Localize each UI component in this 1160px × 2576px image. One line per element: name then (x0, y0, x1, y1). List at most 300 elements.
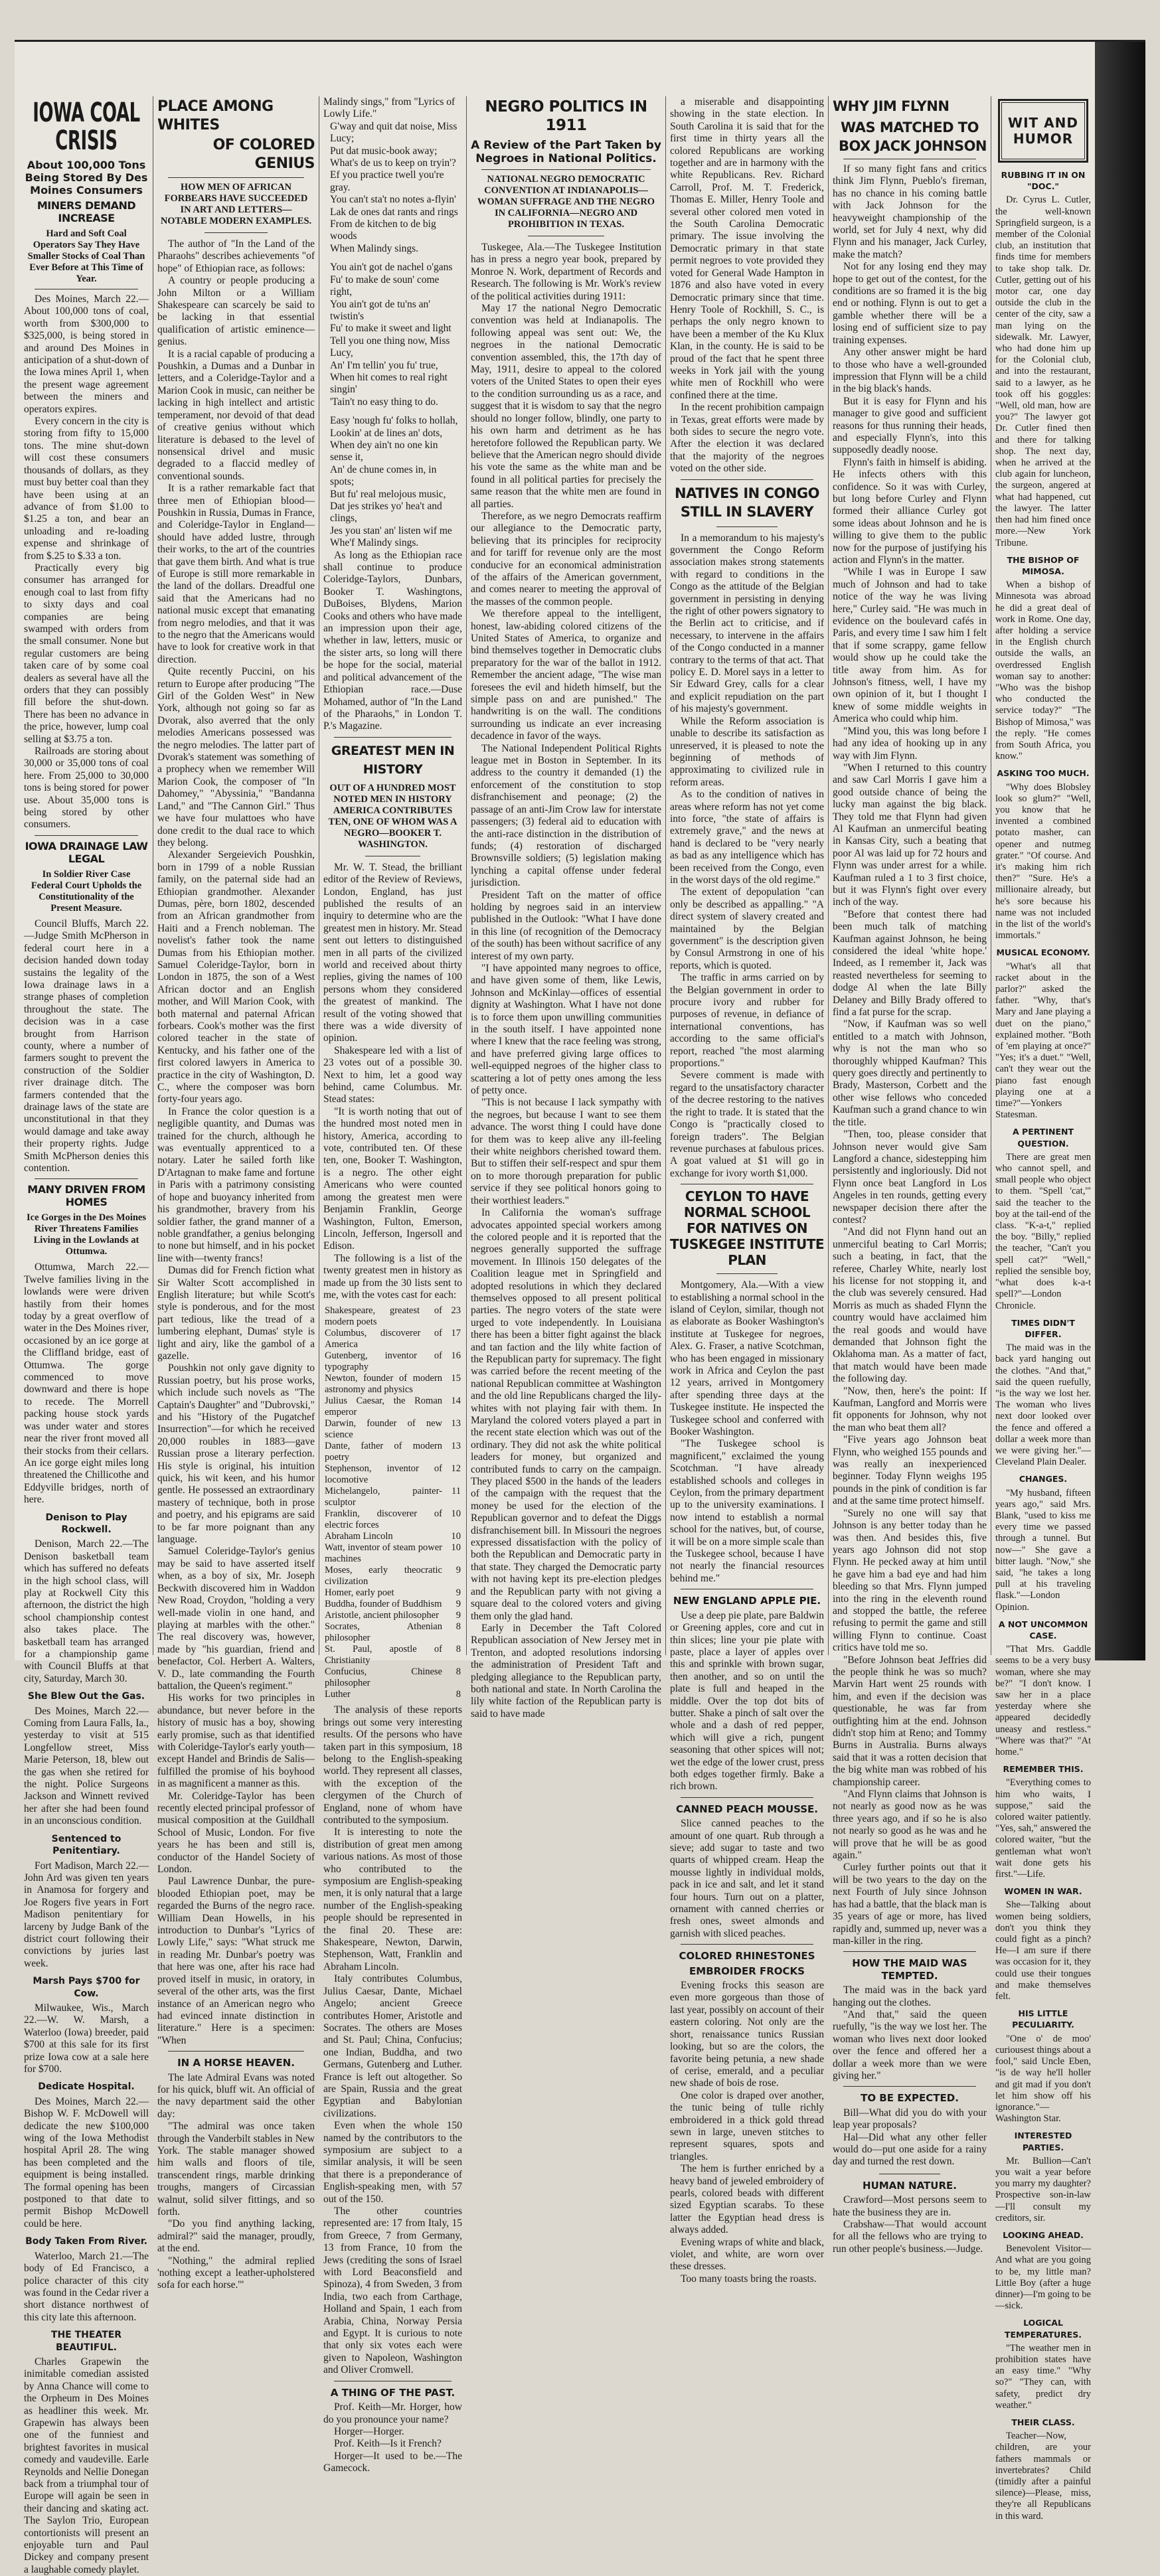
poem-line: 'Tain't no easy thing to do. (330, 396, 438, 408)
maid-paragraph: "And that," said the queen ruefully, "is the way we lost her. The woman who lives next door looked over the fence and offered her a dollar a week more than we were giving her." (833, 2008, 987, 2081)
column-5 (665, 96, 828, 2285)
poem-line: When Malindy sings. (330, 242, 419, 254)
divider (716, 526, 778, 527)
politics-paragraph: Tuskegee, Ala.—The Tuskegee Institution has in press a negro year book, prepared by Monroe N. Work, department of Records and Research. The following is Mr. Work's review of the political activities during 1911: (471, 242, 661, 302)
list-row (323, 1531, 462, 1542)
divider (168, 177, 304, 178)
iowa-headline: IOWA COAL CRISIS (33, 98, 140, 156)
poem-line: You ain't got de nachel o'gans (330, 262, 453, 274)
flynn-paragraph: If so many fight fans and critics think Jim Flynn, Pueblo's fireman, has no chance in his coming battle with Jack Johnson for the heavyweight championship of the world, set for July 4 next, why did Flynn and his manager, Jack Curley, make the match? (833, 163, 987, 260)
poem-line: Lookin' at de lines an' dots, (330, 427, 443, 439)
rhinestones-headline: COLORED RHINESTONES (679, 1950, 815, 1963)
wit-item-text: "Everything comes to him who waits, I suppose," said the colored waiter patiently. "Yes, sah," answered the colored waiter, "but the gentleman what won't wait done gets his first."—Life. (995, 1777, 1091, 1880)
divider (205, 232, 268, 233)
poem-line: Fu' to make it sweet and light (330, 323, 452, 335)
list-votes: 12 (451, 1463, 461, 1475)
politics-subdeck: NATIONAL NEGRO DEMOCRATIC CONVENTION AT INDIANAPOLIS—WOMAN SUFFRAGE AND THE NEGRO IN CALIFORNIA—NEGRO AND PROHIBITION IN TEXAS. (477, 174, 655, 230)
list-votes: 11 (452, 1486, 461, 1497)
poem-line: Malindy sings," from "Lyrics of Lowly Life." (323, 96, 456, 120)
poem-line: Tell you one thing now, Miss Lucy, (330, 335, 450, 359)
poem-line: An' I'm tellin' you fu' true, (330, 359, 438, 371)
wit-item-title: LOOKING AHEAD. (1003, 2229, 1084, 2240)
human-joke (833, 2194, 987, 2255)
list-name: Luther (325, 1689, 351, 1700)
greatest-analysis-paragraph: It is interesting to note the distribution of great men among various nations. As most of those who contributed to the symposium are English-speaking men, it is only natural that a large number of the English-speaking people should be represented in the final 20. These are: Shakespeare, Newton, Darwin, Stephenson, Watt, Franklin and Abraham Lincoln. (323, 1826, 462, 1972)
poem-line: Ef you practice twell you're gray. (330, 169, 444, 193)
flynn-headline-2: WAS MATCHED TO (840, 120, 979, 135)
list-name: Socrates, Athenian philosopher (325, 1621, 442, 1644)
congo-headline: NATIVES IN CONGO STILL IN SLAVERY (675, 485, 819, 520)
genius-article-body (157, 238, 315, 2047)
wit-item-title: A NOT UNCOMMON CASE. (998, 1619, 1088, 1641)
ceylon-article-body (670, 1279, 824, 1585)
congo-paragraph: While the Reform association is unable to describe its satisfaction as unreserved, it is pleased to note the beginning of methods of approximating to civilized rule in reform areas. (670, 715, 824, 788)
list-row (323, 1396, 462, 1418)
list-votes: 9 (456, 1587, 461, 1599)
greatest-headline: GREATEST MEN IN HISTORY (331, 743, 455, 777)
wit-item-text: "What's all that racket about in the parlor?" asked the father. "Why, that's Mary and Jane playing a duet on the piano," explained mother. "Both of 'em playing at once?" "Yes; it's a duet." "Well, can't they wear out the piano fast enough playing one at a time?"—Yonkers Statesman. (995, 961, 1091, 1121)
flynn-paragraph: "Now, if Kaufman was so well entitled to a match with Johnson, why is not the man who so thoroughly whipped Kaufman? This query goes directly and pertinently to Brady, Masterson, Corbett and the other wise fellows who conceded Kaufman such a grand chance to win the title. (833, 1018, 987, 1128)
flynn-paragraph: "Before Johnson beat Jeffries did the people think he was so much? Marvin Hart went 25 rounds with him, and even if the decision was questionable, he was far from outfighting him at the end. Johnson didn't stop him at Reno; and Tommy Burns in Australia. Burns always said that it was a rotten decision that the big white man was robbed of his championship career. (833, 1654, 987, 1788)
poem-line (323, 255, 462, 262)
genius-article-conclusion (323, 550, 462, 733)
iowa-article-body (24, 293, 149, 831)
list-votes: 14 (451, 1396, 461, 1407)
greatest-analysis-paragraph: The analysis of these reports brings out some very interesting results. Of the persons who have taken part in this symposium, 18 belong to the English-speaking world. They represent all classes, with the exception of the clergymen of the Church of England, none of whom have contributed to the symposium. (323, 1704, 462, 1826)
greatest-paragraph: The following is a list of the twenty greatest men in history as made up from the 30 lists sent to me, with the votes cast for each: (323, 1252, 462, 1301)
drainage-headline: IOWA DRAINAGE LAW LEGAL (25, 839, 148, 865)
genius-paragraph: Paul Lawrence Dunbar, the pure-blooded Ethiopian poet, may be regarded the Burns of the negro race. William Dean Howells, in his introduction to Dunbar's "Lyrics of Lowly Life," says: "What struck me in reading Mr. Dunbar's poetry was that here was one, after his race had proved itself in music, in oratory, in several of the other arts, was the first instance of an American negro who had evinced innate distinction in literature." Here is a specimen: "When (157, 1876, 315, 2046)
poem-line: From de kitchen to de big woods (330, 218, 436, 242)
flynn-paragraph: "Mind you, this was long before I had any idea of hooking up in any way with Jim Flynn. (833, 725, 987, 762)
greatest-subdeck: OUT OF A HUNDRED MOST NOTED MEN IN HISTORY AMERICA CONTRIBUTES TEN, ONE OF WHOM WAS A NEGRO—BOOKER T. WASHINGTON. (328, 782, 457, 850)
poem-line: Jes you stan' an' listen wif me (330, 524, 452, 536)
past-joke (323, 2401, 462, 2474)
list-name: Buddha, founder of Buddhism (325, 1599, 442, 1610)
poem-line: When hit comes to real right singin' (330, 371, 448, 396)
greatest-men-list (323, 1305, 462, 1700)
flynn-paragraph: "While I was in Europe I saw much of Johnson and had to take notice of the way he was living here," Curley said. "He was much in evidence on the boulevard cafés in Paris, and every time I saw him I felt that if some scrappy, game fellow would show up he could take the title away from him. As for Johnson's fitness, well, I have my own opinion of it, but I thought I knew of some middle weights in America who could whip him. (833, 566, 987, 725)
ceylon-paragraph: Montgomery, Ala.—With a view to establishing a normal school in the island of Ceylon, similar, though not as elaborate as Booker Washington's institute at Tuskegee for negroes, Alex. G. Fraser, a native Scotchman, who has been engaged in missionary work in Africa and Ceylon the past 12 years, arrived in Montgomery after spending three days at the Tuskegee institute. He inspected the Tuskegee school and conferred with Booker Washington. (670, 1279, 824, 1437)
list-votes: 10 (451, 1542, 461, 1554)
news-brief (24, 2081, 149, 2230)
list-row (323, 1644, 462, 1666)
wit-item-text: Dr. Cyrus L. Cutler, the well-known Springfield surgeon, is a member of the Colonial club, an institution that finds time for members to take shop talk. Dr. Cutler, getting out of his motor car, one day outside the club in the center of the city, saw a man lying on the sidewalk. Mr. Lawyer, who had done him up for the Colonial club, and into the restaurant, said to a lawyer, as he took off his goggles: "Well, old man, how are you?" The lawyer got Dr. Cutler fined then and there for talking shop. The next day, when he arrived at the club again for luncheon, the surgeon, angered at what had happened, cut the lawyer. The latter then had him fined once more.—New York Tribune. (995, 195, 1091, 548)
maid-paragraph: The maid was in the back yard hanging out the clothes. (833, 1984, 987, 2008)
list-row (323, 1587, 462, 1599)
wit-item-title: INTERESTED PARTIES. (1014, 2131, 1072, 2152)
list-row (323, 1599, 462, 1610)
genius-paragraph: His works for two principles in abundance, but never before in the history of music has a boy, showing early promise, such as that identified with Coleridge-Taylor's early youth—except Handel and Brindis de Salis—fulfilled the promise of his boyhood in as magnificent a manner as this. (157, 1692, 315, 1790)
congo-paragraph: Severe comment is made with regard to the unsatisfactory character of the decree restoring to the natives the right to trade. It is stated that the Congo is "practically closed to foreign traders". The Belgian revenue purchases at fabulous prices. A goat valued at $1 will go in exchange for ivory worth $1,000. (670, 1070, 824, 1179)
rhinestones-paragraph: Evening frocks this season are even more gorgeous than those of last year, possibly on account of their eastern coloring. Not only are the short, renaissance tunics Russian looking, but so are the colors, the favorite being petunia, a new shade of cerise, emerald, and a peculiar new shade of bois de rose. (670, 1980, 824, 2089)
genius-paragraph: Poushkin not only gave dignity to Russian poetry, but his prose works, which include such novels as "The Captain's Daughter" and "Dubrovski," and his "History of the Pugatchef Insurrection"—for which he received 20,000 roubles in 1883—gave Russian prose a literary perfection. His style is original, his intuition quick, his wit keen, and his humor gentle. He possessed an extraordinary mastery of technique, both in prose and poetry, and his epigrams are said to be far more poignant than any language. (157, 1362, 315, 1546)
flynn-paragraph: But it is easy for Flynn and his manager to give good and sufficient reasons for thus running their heads, and especially Flynn's, into this supposedly deadly noose. (833, 395, 987, 456)
newspaper-page (15, 40, 1145, 2575)
wit-item-title: WOMEN IN WAR. (1004, 1886, 1082, 1897)
flynn-paragraph: "Before that contest there had been much talk of matching Kaufman against Johnson, he being considered the ideal 'white hope.' Indeed, as I remember it, Jack was reasted nevertheless for seeming to dodge Al when the late Billy Delaney and Billy Brady offered to find a fat purse for the scrap. (833, 908, 987, 1018)
iowa-paragraph: Railroads are storing about 30,000 or 35,000 tons of coal here. From 25,000 to 30,000 tons is being stored for power use. About 35,000 tons is being stored by other consumers. (24, 746, 149, 831)
heaven-headline: IN A HORSE HEAVEN. (177, 2057, 295, 2069)
genius-paragraph: It is a rather remarkable fact that three men of Ethiopian blood—Poushkin in Russia, Dumas in France, and Coleridge-Taylor in England—should have added lustre, through their works, to the art of the countries that gave them birth. And what is true of Europe is still more remarkable in the land of the dollars. Dreadful one said that the Americans had no national music except that emanating from negro melodies, and that it was to the negro that the Americans would have to look for creative work in that direction. (157, 483, 315, 665)
brief-title: THE THEATER BEAUTIFUL. (50, 2330, 122, 2353)
past-line: Horger—Horger. (334, 2425, 404, 2437)
greatest-paragraph: Shakespeare led with a list of 23 votes out of a possible 30. Next to him, let a good way behind, came Columbus. Mr. Stead states: (323, 1044, 462, 1105)
expected-paragraph: Bill—What did you do with your leap year proposals? (833, 2107, 987, 2131)
ceylon-paragraph: "The Tuskegee school is magnificent," exclaimed the young Scotchman. "I have already established schools and colleges in Ceylon, from the primary department up to the university examinations. I now intend to establish a normal school for the natives, but, of course, it will be on a more simple scale than the Tuskegee school, because I have not nearly the financial resources behind me." (670, 1438, 825, 1584)
list-row (323, 1486, 462, 1508)
list-name: Dante, father of modern poetry (325, 1441, 442, 1463)
list-name: Stephenson, inventor of locomotive (325, 1463, 442, 1486)
list-votes: 8 (456, 1621, 461, 1633)
expected-paragraph: Hal—Did what any other feller would do—put one aside for a rainy day and turned the rest down. (833, 2131, 987, 2168)
heaven-article-body (157, 2072, 315, 2292)
politics-left (471, 96, 661, 1720)
list-row (323, 1565, 462, 1587)
past-line: Horger—It used to be.—The Gamecock. (323, 2450, 462, 2474)
wit-and-humor-banner (998, 99, 1088, 163)
poem-line: G'way and quit dat noise, Miss Lucy; (330, 120, 457, 145)
wit-item-title: HIS LITTLE PECULIARITY. (1012, 2008, 1074, 2030)
list-votes: 9 (456, 1610, 461, 1621)
list-row (323, 1542, 462, 1565)
flynn-paragraph: "Now, then, here's the point: If Kaufman, Langford and Morris were fit opponents for Johnson, why not the man who beat them all? (833, 1385, 987, 1433)
list-votes: 13 (451, 1418, 461, 1429)
wit-item-title: CHANGES. (1019, 1474, 1068, 1485)
rhinestones-subhead: EMBROIDER FROCKS (689, 1965, 805, 1977)
driven-headline: MANY DRIVEN FROM HOMES (27, 1183, 145, 1209)
genius-paragraph: It is a racial capable of producing a Poushkin, a Dumas and a Dunbar in letters, and a Coleridge-Taylor and a Marion Cook in music, can neither be lacking in high intellect and artistic temperament, nor devoid of that dead of creative genius without which literature is debased to the level of nonsensical drivel and music degraded to a flaccid medley of conventional sounds. (157, 348, 315, 482)
politics-paragraph: In California the woman's suffrage advocates appointed special workers among the colored people and it is reported that the negroes generally supported the suffrage movement. In Illinois 150 delegates of the Coalition league met in Springfield and adopted resolutions in which they declared themselves opposed to all present political parties. The negro voters of the state were urged to vote independently. In Louisiana there has been a bitter fight against the black and tan faction and the lily white faction of the Republican party for supremacy. The fight was carried before the recent meeting of the national Republican committee at Washington and the old line Republicans charged the lily-whites with not playing fair with them. In Maryland the colored voters played a part in the recent state election which was out of the ordinary. They did not ask the white political leaders for money, but organized and contributed funds to carry on the campaign. They placed $500 in the hands of the leaders of the campaign with the request that the money be used for the election of the Republican governor and to defeat the Diggs disfranchisement bill. In Missouri the negroes expressed dissatisfaction with the policy of both the Republican and Democratic party in that state. They charged the Democratic party with not having kept its pre-election pledges and the Republican party with not giving a square deal to the colored voters and giving them only the glad hand. (471, 1207, 661, 1622)
poem-line: You ain't got de tu'ns an' twistin's (330, 298, 431, 322)
drainage-subdeck: In Soldier River Case Federal Court Upholds the Constitutionality of the Present Measure. (31, 868, 142, 914)
dunbar-poem (323, 96, 462, 550)
iowa-subdeck: Hard and Soft Coal Operators Say They Have Smaller Stocks of Coal Than Ever Before at This Time of Year. (27, 228, 145, 284)
congo-paragraph: The traffic in arms carried on by the Belgian government in order to procure ivory and rubber for purposes of revenue, in defiance of international conventions, has according to the same official's report, reached "the most alarming proportions." (670, 972, 824, 1070)
expected-joke (833, 2107, 987, 2168)
wit-item-text: "That Mrs. Gaddle seems to be a very busy woman, where she may be?" "I don't know. I saw her in a place yesterday where she appeared decidedly uneasy and restless." "Where was that?" "At home." (995, 1644, 1091, 1758)
iowa-paragraph: Every concern in the city is storing from fifty to 15,000 tons. The mine shut-down will cost these consumers thousands of dollars, as they must buy better coal than they have been using at an advance of from $1.00 to $1.25 a ton, and bear an unloading and re-loading expense and shrinkage of from $.25 to $.33 a ton. (24, 416, 149, 562)
list-votes: 16 (451, 1350, 461, 1362)
list-votes: 8 (456, 1689, 461, 1700)
list-name: Shakespeare, greatest of modern poets (325, 1305, 442, 1328)
politics-paragraph: May 17 the national Negro Democratic convention was held at Indianapolis. The following appeal was sent out: We, the negroes in the national Democratic convention assembled, this, the 17th day of May, 1911, desire to appeal to the colored voters of the United States to open their eyes to the condition surrounding us as a race, and suggest that it is wisdom to say that the negro should no longer follow, blindly, one party to his own harm and detriment as he has heretofore followed the Republican party. We believe that the American negro should divide his vote the same as the white man and be found in all political parties for precisely the same reason that the white men are found in all parties. (471, 303, 661, 510)
genius-headline-1: PLACE AMONG WHITES (157, 98, 274, 133)
past-headline: A THING OF THE PAST. (330, 2386, 456, 2399)
flynn-headline-1: WHY JIM FLYNN (833, 98, 950, 114)
apple-recipe (670, 1610, 824, 1793)
list-name: Watt, inventor of steam power machines (325, 1542, 442, 1565)
poem-line: Easy 'nough fu' folks to hollah, (330, 415, 458, 427)
politics-paragraph: In the recent prohibition campaign in Texas, great efforts were made by both sides to secure the negro vote. After the election it was declared that the majority of the negroes voted on the other side. (670, 402, 824, 475)
heaven-paragraph: The late Admiral Evans was noted for his quick, bluff wit. An official of the navy department said the other day: (157, 2071, 315, 2120)
wit-item-title: THE BISHOP OF MIMOSA. (1007, 554, 1080, 576)
list-votes: 23 (451, 1305, 461, 1317)
column-2 (153, 96, 319, 2291)
genius-paragraph: Samuel Coleridge-Taylor's genius may be said to have asserted itself when, as a boy of six, Mr. Joseph Beckwith discovered him in Waddon New Road, Croydon, "holding a very well-made violin in one hand, and playing at marbles with the other." The real discovery was, however, made by "his guardian, friend and benefactor, Col. Herbert A. Walters, V. D., late commanding the Fourth battalion, the Queen's regiment." (157, 1546, 315, 1692)
brief-text: Fort Madison, March 22.—John Ard was given ten years in Anamosa for forgery and Joe Rogers five years in Fort Madison penitentiary for larceny by Judge Bank of the district court following their convictions by juries last week. (24, 1860, 149, 1969)
politics-paragraph: "This is not because I lack sympathy with the negroes, but because I want to see them advance. The worst thing I could have done for them was to keep alive any ill-feeling their white neighbors cherished toward them. But to stiffen their self-respect and spur them on to more thorough preparation for public service if they see political honors going to their worthiest leaders." (471, 1097, 661, 1206)
divider (681, 1797, 813, 1798)
politics-paragraph: a miserable and disappointing showing in the state election. In South Carolina it is said that for the first time in thirty years all the colored Republicans are working together and are in harmony with the white Republicans. Rev. Richard Carroll, Prof. M. T. Frederick, Thomas E. Miller, Henry Toole and several other colored men voted in the South Carolina Democratic primary. The issue involving the Democratic primary in that state permit negroes to vote provided they voted for General Wade Hampton in 1876 and also have voted in every Democratic primary since that time. Henry Toole of Rockhill, S. C., is perhaps the only negro known to have been a member of the Ku Klux Klan, in the county. He is said to be proud of the fact that he spent three weeks in York jail with the young white men of Rockhill who were confined there at the time. (670, 96, 824, 401)
wit-item-title: LOGICAL TEMPERATURES. (1004, 2318, 1082, 2340)
apple-paragraph: Use a deep pie plate, pare Baldwin or Greening apples, core and cut in thin slices; line your pie plate with paste, place a layer of apples over this and sprinkle with brown sugar, then another, and so on until the plate is full and heaped in the middle. Over the top dot bits of butter. Shake a pinch of salt over the whole and a dash of red pepper, which will give a rich, pungent seasoning that other spices will not; wet the edge of the lower crust, press both edges together firmly. Bake a rich brown. (670, 1609, 824, 1793)
wit-item-text: "The weather men in prohibition states have an easy time." "Why so?" "They can, with safety, predict dry weather." (995, 2342, 1091, 2411)
flynn-paragraph: "Surely no one will say that Johnson is any better today than he was then. And besides this, five years ago Johnson did not stop Flynn. He pecked away at him until he gave him a bad eye and had him bleeding so that Mrs. Flynn jumped into the ring in the eleventh round and stopped the battle, the referee refusing to permit the game and still willing Flynn to continue. Coast critics have told me so. (833, 1507, 987, 1654)
list-name: Columbus, discoverer of America (325, 1328, 442, 1350)
greatest-article-analysis (323, 1704, 462, 2376)
expected-headline: TO BE EXPECTED. (861, 2092, 959, 2105)
wit-item-title: ASKING TOO MUCH. (997, 768, 1090, 779)
congo-paragraph: The extent of depopulation "can only be described as appalling." "A direct system of slavery created and maintained by the Belgian government" is the description given by Consul Armstrong in one of his reports, which is quoted. (670, 886, 824, 971)
list-votes: 8 (456, 1666, 461, 1678)
list-votes: 15 (451, 1373, 461, 1384)
list-name: Michelangelo, painter-sculptor (325, 1486, 442, 1508)
wit-item-text: Teacher—Now, children, are your fathers mammals or invertebrates? Child (timidly after a painful silence)—Please, miss, they're all Republicans in this ward. (995, 2431, 1091, 2522)
list-votes: 17 (451, 1328, 461, 1339)
politics-headline: NEGRO POLITICS IN 1911 (485, 98, 647, 134)
mousse-headline: CANNED PEACH MOUSSE. (675, 1803, 818, 1815)
brief-title: Body Taken From River. (25, 2236, 147, 2247)
greatest-paragraph: Mr. W. T. Stead, the brilliant editor of the Review of Reviews, London, England, has just published the results of an inquiry to determine who are the greatest men in history. Mr. Stead sent out letters to distinguished men in all parts of the civilized world and received about thirty replies, giving the names of 100 persons whom they considered the greatest of mankind. The result of the voting showed that there was a wide diversity of opinion. (323, 861, 462, 1044)
brief-title: Denison to Play Rockwell. (45, 1512, 127, 1535)
poem-line (323, 408, 462, 415)
iowa-paragraph: Practically every big consumer has arranged for enough coal to last from fifty to sixty days and coal companies are being swamped with orders from the small consumer. None but regular customers are being taken care of by some coal dealers as several have all the orders that they can possibly fill before the shut-down. There has been no advance in the price, however, lump coal selling at $3.75 a ton. (24, 562, 149, 745)
wit-item-text: Benevolent Visitor—And what are you going to be, my little man? Little Boy (after a huge dinner)—I'm going to be—sick. (995, 2243, 1091, 2312)
poem-line: Lak de ones dat rants and rings (330, 206, 458, 218)
maid-headline: HOW THE MAID WAS TEMPTED. (852, 1957, 967, 1982)
driven-article-body (24, 1261, 149, 1506)
wit-item-title: A PERTINENT QUESTION. (1013, 1127, 1074, 1149)
wit-item-title: REMEMBER THIS. (1003, 1764, 1084, 1775)
brief-title: Dedicate Hospital. (38, 2081, 135, 2093)
poem-line: When dey ain't no one kin sense it, (330, 439, 438, 463)
news-brief (24, 1512, 149, 1686)
poem-line: You can't sta't no notes a-flyin' (330, 194, 456, 206)
politics-paragraph: "I have appointed many negroes to office, and have given some of them, like Lewis, Johnson and McKinlay—offices of essential dignity at Washington. What I have not done is to force them upon unwilling communities in the south itself. I have appointed none where I knew that the race feeling was strong, and have preferred giving large offices to well-equipped negroes of the higher class to scattering a lot of petty ones among the less of petty once. (471, 962, 661, 1097)
column-6 (828, 96, 991, 2255)
news-brief (24, 2235, 149, 2324)
genius-conclusion-paragraph: As long as the Ethiopian race shall continue to produce Coleridge-Taylors, Dunbars, Booker T. Washingtons, DuBoises, Blydens, Marion Cooks and others who have made an impression upon their age, whether in law, letters, music or the sister arts, so long will there be hope for the social, material and political advancement of the Ethiopian race.—Duse Mohamed, author of "In the Land of the Pharaohs," in London T. P.'s Magazine. (323, 549, 462, 732)
iowa-subhead: MINERS DEMAND INCREASE (37, 199, 136, 224)
list-row (323, 1463, 462, 1486)
list-name: Aristotle, ancient philosopher (325, 1610, 439, 1621)
brief-text: Des Moines, March 22.—Bishop W. F. McDowell will dedicate the new $100,000 wing of the Iowa Methodist hospital April 28. The wing has been completed and the equipment is being installed. The formal opening has been postponed to that date to permit Bishop McDowell could be here. (24, 2095, 149, 2229)
politics-paragraph: Therefore, as we negro Democrats reaffirm our allegiance to the Democratic party, believing that its principles for reciprocity and for tariff for revenue only are the most conducive for an economical administration of the affairs of the American government, and comes nearer to meeting the approval of the masses of the common people. (471, 510, 661, 607)
divider (843, 1951, 976, 1952)
heaven-paragraph: "Do you find anything lacking, admiral?" said the manager, proudly, at the end. (157, 2218, 315, 2255)
poem-line: An' de chune comes in, in spots; (330, 463, 437, 488)
human-headline: HUMAN NATURE. (863, 2179, 957, 2192)
politics-paragraph: We therefore appeal to the intelligent, honest, law-abiding colored citizens of the United States of America, to organize and bind themselves together in Democratic clubs preparatory for the war of the ballot in 1912. Remember the ancient adage, "The wise man foresees the evil and hideth himself, but the simple pass on and are punished." The handwriting is on the wall. The conditions surrounding us indicate an ever increasing decadence in favor of the ways. (471, 608, 661, 742)
list-row (323, 1328, 462, 1350)
divider (35, 1178, 138, 1179)
rhinestones-paragraph: Too many toasts bring the roasts. (681, 2273, 817, 2285)
flynn-paragraph: "And Flynn claims that Johnson is not nearly as good now as he was three years ago, and if so he is also not nearly so good as he was and he will prove that he will be as good again." (833, 1789, 987, 1862)
wit-item-title: MUSICAL ECONOMY. (996, 947, 1090, 958)
poem-line: Whe'f Malindy sings. (330, 537, 419, 549)
list-row (323, 1305, 462, 1328)
divider (681, 1944, 813, 1945)
brief-text: Waterloo, March 21.—The body of Ed Francisco, a police character of this city was found in the Cedar river a short distance northwest of this city late this afternoon. (24, 2250, 149, 2323)
rhinestones-article-body (670, 1980, 824, 2285)
list-row (323, 1373, 462, 1396)
wit-item-text: "Why does Blobsley look so glum?" "Well, you know that he invented a combined potato masher, can opener and nutmeg grater." "Of course. And it's making him rich then?" "Sure. He's a millionaire already, but he's sore because his name was not included in the list of the world's immortals." (995, 781, 1091, 941)
iowa-paragraph: Des Moines, March 22.—About 100,000 tons of coal, worth from $300,000 to $325,000, is being stored in and around Des Moines in anticipation of a shut-down of the Iowa mines April 1, when the present wage agreement between the miners and operators expires. (24, 293, 149, 415)
column-3 (319, 96, 466, 2474)
brief-text: Milwaukee, Wis., March 22.—W. W. Marsh, a Waterloo (Iowa) breeder, paid $700 at this sale for its first prize Iowa cow at a sale here for $700. (24, 2002, 149, 2075)
news-brief (24, 1690, 149, 1827)
divider (35, 835, 138, 836)
list-name: St. Paul, apostle of Christianity (325, 1644, 442, 1666)
flynn-article-body (833, 163, 987, 1947)
politics-paragraph: The National Independent Political Rights league met in Boston in September. In its address to the country it demanded (1) the enforcement of the constitution to stop disfranchisement and peonage; (2) the passage of an anti-Jim Crow law for interstate passengers; (3) federal aid to education with the anti-race distinction in the distribution of funds; (4) restoration of discharged Brownsville soldiers; (5) legislation making lynching a capital offense under federal jurisdiction. (471, 742, 661, 889)
brief-title: Marsh Pays $700 for Cow. (33, 1976, 140, 1999)
genius-subdeck: HOW MEN OF AFRICAN FORBEARS HAVE SUCCEEDED IN ART AND LETTERS—NOTABLE MODERN EXAMPLES. (160, 182, 312, 226)
list-name: Gutenberg, inventor of typography (325, 1350, 442, 1373)
list-votes: 9 (456, 1565, 461, 1576)
heaven-paragraph: "The admiral was once taken through the Vanderbilt stables in New York. The stable manager showed him walls and floors of tile, transcendent rings, marble drinking troughs, mangers of Circassian walnut, solid silver fittings, and so forth. (157, 2121, 315, 2217)
flynn-paragraph: "When I returned to this country and saw Carl Morris I gave him a good outside chance of being the lucky man against the big black. They told me that Flynn had given Al Kaufman an unmerciful beating in Kansas City, such a beating that poor Al was laid up for 72 hours and Flynn was under arrest for a while. Kaufman ruled a 1 to 3 first choice, but it was Flynn's fight over every inch of the way. (833, 762, 987, 908)
list-votes: 10 (451, 1508, 461, 1520)
list-row (323, 1441, 462, 1463)
wit-item-text: "My husband, fifteen years ago," said Mrs. Blank, "used to kiss me every time we passed through a tunnel. But now—" She gave a bitter laugh. "Now," she said, "he takes a long pull at his traveling flask."—London Opinion. (995, 1487, 1091, 1613)
wit-and-humor-column (991, 96, 1095, 2522)
list-row (323, 1666, 462, 1689)
list-votes: 9 (456, 1599, 461, 1610)
wit-item-title: THEIR CLASS. (1011, 2417, 1075, 2427)
iowa-deck: About 100,000 Tons Being Stored By Des Moines Consumers (25, 159, 148, 197)
column-4 (466, 96, 665, 1720)
divider (168, 2051, 304, 2052)
flynn-headline-3: BOX JACK JOHNSON (838, 138, 987, 154)
list-name: Franklin, discoverer of electric forces (325, 1508, 442, 1531)
brief-text: Charles Grapewin the inimitable comedian assisted by Anna Chance will come to the Orpheum in Des Moines as headliner this week. Mr. Grapewin has always been one of the funniest and brightest favorites in musical comedy and vaudeville. Earle Reynolds and Nellie Donegan back from a triumphal tour of Europe will again be seen in their dancing and skating act. The Saylon Trio, European contortionists will present an enjoyable turn and Paul Dickey and company present a laughable comedy playlet. (24, 2356, 149, 2575)
brief-title: She Blew Out the Gas. (27, 1691, 145, 1702)
genius-paragraph: Quite recently Puccini, on his return to Europe after producing "The Girl of the Golden West" in New York, although not going so far as Dvorak, also averred that the only melodies Americans possessed was the negro melodies. The latter part of Dvorak's statement was something of a prophecy when we remember Will Marion Cook, the composer of "In Dahomey," "Abyssinia," "Bandanna Land," and "The Cannon Girl." Thus we have four mulattoes who have done credit to the dual race to which they belong. (157, 666, 315, 848)
past-line: Prof. Keith—Mr. Horger, how do you pronounce your name? (323, 2401, 462, 2425)
list-name: Homer, early poet (325, 1587, 394, 1599)
list-row (323, 1689, 462, 1700)
wit-item-text: "One o' de moo' curiousest things about a fool," said Uncle Eben, "is de way he'll holler and git mad if you don't let him show off his ignorance."—Washington Star. (995, 2033, 1091, 2125)
list-name: Darwin, founder of new science (325, 1418, 442, 1441)
flynn-paragraph: "Five years ago Johnson beat Flynn, who weighed 155 pounds and was really an inexperienced beginner. Today Flynn weighs 195 pounds in the pink of condition is far and at the same time protect himself. (833, 1434, 987, 1507)
wit-item-text: There are great men who cannot spell, and small people who object to them. "Spell 'cat,'" said the teacher to the boy at the tail-end of the class. "K-a-t," replied the boy. "Billy," replied the teacher, "Can't you spell cat?" "Well," replied the sensible boy, "what does k-a-t spell?"—London Chronicle. (995, 1151, 1091, 1311)
wit-item-title: TIMES DIDN'T DIFFER. (1011, 1317, 1075, 1339)
list-votes: 13 (451, 1441, 461, 1452)
past-line: Prof. Keith—Is it French? (334, 2438, 442, 2450)
genius-paragraph: In France the color question is a negligible quantity, and Dumas was trained for the church, although he was eventually apprenticed to a notary. Later he sailed forth like D'Artagnan to make fame and fortune in Paris with a patrimony consisting of hope and buoyancy inherited from his grandmother, bravery from his soldier father, the grand manner of a noble grandfather, a genius belonging to none but himself, and in his pocket line with—twenty francs! (157, 1105, 315, 1264)
maid-joke (833, 1984, 987, 2082)
greatest-paragraph: "It is worth noting that out of the hundred most noted men in history, America, according to vote, contributed ten. Of these ten, one, Booker T. Washington, is a negro. The other eight Americans who were counted among the greatest men were Benjamin Franklin, George Washington, Fulton, Emerson, Lincoln, Jefferson, Ingersoll and Edison. (323, 1105, 462, 1252)
divider (334, 737, 452, 738)
rhinestones-paragraph: One color is draped over another, the tunic being of tulle richly embroidered in a thick gold thread sewn in large, uneven stitches to represent squares, spots and triangles. (670, 2089, 824, 2162)
greatest-analysis-paragraph: The other countries represented are: 17 from Italy, 15 from Greece, 7 from Germany, 13 from France, 10 from the Jews (crediting the sons of Israel with Lord Beaconsfield and Spinoza), 4 from Sweden, 3 from India, two each from Carthage, Holland and Spain, 1 each from Arabia, China, Norway Persia and Egypt. It is curious to note that only six votes each were given to Napoleon, Washington and Oliver Cromwell. (323, 2206, 462, 2376)
list-votes: 10 (451, 1531, 461, 1542)
list-name: Julius Caesar, the Roman emperor (325, 1396, 442, 1418)
genius-paragraph: The author of "In the Land of the Pharaohs" describes achievements "of hope" of Ethiopian race, as follows: (157, 238, 315, 274)
list-votes: 8 (456, 1644, 461, 1655)
poem-line: Dat jes strikes yo' hea't and clings, (330, 501, 442, 524)
list-name: Newton, founder of modern astronomy and physics (325, 1373, 442, 1396)
list-name: Moses, early theocratic civilization (325, 1565, 442, 1587)
politics-article-continued (670, 96, 824, 475)
congo-article-body (670, 532, 824, 1180)
wit-item-text: The maid was in the back yard hanging out the clothes. "And that," said the queen ruefully, "is the way we lost her. The woman who lives next door looked over the fence and offered a dollar a week more than we were giving her."—Cleveland Plain Dealer. (995, 1342, 1091, 1468)
flynn-paragraph: "And did not Flynn hand out an unmerciful beating to Carl Morris; such a beating, in fact, that the referee, Charley White, nearly lost his license for not stopping it, and the club was severely censured. Had Morris as much as shaded Flynn the country would have acclaimed him the real goods and would have demanded that Johnson fight the Oklahoma man. As a matter of fact, that match would have been made the following day. (833, 1226, 987, 1385)
brief-text: Des Moines, March 22.—Coming from Laura Falls, Ia., yesterday to visit at 515 Longfellow street, Miss Marie Peterson, 18, blew out the gas when she retired for the night. Police Surgeons Jackson and Winnett revived her after she had been found in an unconscious condition. (24, 1705, 149, 1827)
poem-line: But fu' real melojous music, (330, 488, 446, 500)
genius-paragraph: Mr. Coleridge-Taylor has been recently elected principal professor of musical composition at the Guildhall School of Music, London. For five years he has been and still is, conductor of the Handel Society of London. (157, 1790, 315, 1876)
list-row (323, 1508, 462, 1531)
wit-item-text: When a bishop of Minnesota was abroad he did a great deal of work in Rome. One day, after holding a service in the English church outside the walls, an overdressed English woman say to another: "Who was the bishop who conducted the service today?" "The Bishop of Mimosa," was the reply. "He comes from South Africa, you know." (995, 580, 1091, 762)
flynn-paragraph: "Then, too, please consider that Johnson never would give Sam Langford a chance, sidestepping him persistently and ingloriously. Did not Flynn once beat Langford in Los Angeles in ten rounds, getting every newspaper decision there after the contest? (833, 1129, 987, 1226)
rhinestones-paragraph: Evening wraps of white and black, violet, and white, are worn over these dresses. (670, 2236, 824, 2273)
poem-line: Fu' to make de soun' come right, (330, 274, 440, 298)
drainage-paragraph: Council Bluffs, March 22.—Judge Smith McPherson in federal court here in a decision handed down today sustains the legality of the Iowa drainage laws in a strange phases of completion throughout the state. The decision was in a case brought from Harrison county, where a number of farmers sought to prevent the construction of the Soldier river drainage ditch. The farmers contended that the drainage laws of the state are unconstitutional in that they would damage and take away their property rights. Judge Smith McPherson denies this contention. (24, 918, 149, 1174)
heaven-paragraph: "Nothing," the admiral replied 'nothing except a leather-upholstered sofa for each horse.'" (157, 2255, 315, 2291)
greatest-analysis-paragraph: Even when the whole 150 named by the contributors to the symposium are subject to a similar analysis, it will be seen that there is a preponderance of English-speaking men, with 57 out of the 150. (323, 2120, 462, 2205)
divider (716, 1273, 778, 1274)
divider (843, 2086, 976, 2087)
flynn-paragraph: Curley further points out that it will be two years to the day on the next Fourth of July since Johnson has had a battle, that the black man is 35 years of age or more, has lived rapidly and, summed up, never was a man-killer in the ring. (833, 1862, 987, 1947)
list-name: Abraham Lincoln (325, 1531, 393, 1542)
list-row (323, 1610, 462, 1621)
politics-deck: A Review of the Part Taken by Negroes in National Politics. (471, 139, 661, 165)
news-briefs (24, 1512, 149, 2576)
news-brief (24, 2329, 149, 2576)
politics-paragraph: President Taft on the matter of office holding by negroes said in an interview published in the Outlook: "What I have done in this line (of recognition of the Democracy of the south) has been without sacrifice of any interest of my own party. (471, 889, 661, 962)
flynn-paragraph: Flynn's faith in himself is abiding. He infects others with this confidence. So it was with Curley, but long before Curley and Flynn formed their alliance Curley got some ideas about Johnson and he is willing to give them to the public now for the purpose of justifying his action and Flynn's in the matter. (833, 456, 987, 566)
list-row (323, 1418, 462, 1441)
drainage-article-body (24, 918, 149, 1175)
congo-paragraph: In a memorandum to his majesty's government the Congo Reform association makes strong statements with regard to conditions in the Congo as the attitude of the Belgian government in persisting in denying the right of other powers signatory to the Berlin act to criticise, and if necessary, to intervene in the affairs of the Congo conducted in a manner contrary to the terms of that act. That policy E. D. Morel says in a letter to Sir Edward Grey, calls for a clear and explicit repudiation on the part of his majesty's government. (670, 532, 824, 715)
flynn-paragraph: Not for any losing end they may hope to get out of the contest, for the conditions are so framed it is the big end or nothing. Flynn is out to get a gamble whether there will be a losing end of sufficient size to pay training expenses. (833, 261, 987, 346)
news-brief (24, 1833, 149, 1970)
mousse-recipe (670, 1818, 824, 1940)
genius-paragraph: A country or people producing a John Milton or a William Shakespeare can scarcely be said to be lacking in that essential qualification of artistic eminence—genius. (157, 275, 315, 348)
divider (681, 479, 813, 480)
news-brief (24, 1975, 149, 2075)
politics-paragraph: Early in December the Taft Colored Republican association of New Jersey met in Trenton, and adopted resolutions indorsing the administration of President Taft and pledging allegiance to the Republican party, both national and state. In North Carolina the lily white faction of the Republican party is said to have made (471, 1622, 661, 1720)
column-1 (20, 96, 153, 2575)
list-name: Confucius, Chinese philosopher (325, 1666, 442, 1689)
wit-item-text: Mr. Bullion—Can't you wait a year before you marry my daughter? Prospective son-in-law—I'll consult my creditors, sir. (995, 2155, 1091, 2223)
wit-item-title: RUBBING IT IN ON "DOC." (1001, 170, 1086, 192)
apple-headline: NEW ENGLAND APPLE PIE. (673, 1595, 821, 1607)
politics-article-body (471, 242, 661, 1720)
greatest-analysis-paragraph: Italy contributes Columbus, Julius Caesar, Dante, Michael Angelo; ancient Greece contributes Homer, Aristotle and Socrates. The others are Moses and St. Paul; China, Confucius; one Indian, Buddha, and two Germans, Gutenberg and Luther. France is left out altogether. So are Spain, Russia and the great Egyptian and Babylonian civilizations. (323, 1973, 462, 2119)
rhinestones-paragraph: The hem is further enriched by a heavy band of jeweled embroidery of pearls, colored beads with different sized Egyptian scarabs. To these latter the Egyptian head dress is always added. (670, 2163, 824, 2236)
brief-title: Sentenced to Penitentiary. (51, 1833, 122, 1857)
brief-text: Denison, March 22.—The Denison basketball team which has suffered no defeats in the high school class, will play at Rockwell City this afternoon, the district the high school championship contest also takes place. The basketball team has arranged for a championship game with Council Bluffs at that city, Saturday, March 30. (24, 1538, 149, 1684)
genius-paragraph: Dumas did for French fiction what Sir Walter Scott accomplished in English literature; but while Scott's style is ponderous, and for the most part tedious, like the tread of a lumbering elephant, Dumas' style is light and airy, like the gambol of a gazelle. (157, 1265, 315, 1362)
list-row (323, 1350, 462, 1373)
genius-headline-2: OF COLORED GENIUS (212, 137, 315, 172)
wit-and-humor-title: WIT AND HUMOR (1001, 102, 1085, 159)
genius-paragraph: Alexander Sergeievich Poushkin, born in 1799 of a noble Russian family, on the paternal side had an Ethiopian grandmother. Alexander Dumas, père, born 1802, descended from an African grandmother from Haiti and a French nobleman. The novelist's father took the name Dumas from his Ethiopian mother. Samuel Coleridge-Taylor, born in London in 1875, the son of a West African doctor and an English mother, and Will Marion Cook, with both maternal and paternal African forbears. Cook's mother was the first colored teacher in the state of Kentucky, and his father one of the first colored lawyers in America to practice in the city of Washington, D. C., where the composer was born forty-four years ago. (157, 849, 315, 1105)
driven-paragraph: Ottumwa, March 22.—Twelve families living in the lowlands were were driven hastily from their homes today by a great overflow of water in the Des Moines river, occasioned by an ice gorge at the Cliffland bridge, east of Ottumwa. The gorge commenced to move downward and there is hope to recede. The Morrell packing house stock yards was under water and stores near the river front moved all their stocks from their cellars. An ice gorge eight miles long threatened the Chillicothe and Eddyville bridges, north of here. (24, 1261, 149, 1506)
ceylon-headline: CEYLON TO HAVE NORMAL SCHOOL FOR NATIVES ON TUSKEGEE INSTITUTE PLAN (670, 1188, 825, 1269)
mousse-paragraph: Slice canned peaches to the amount of one quart. Rub through a sieve; add sugar to taste and two quarts of whipped cream. Heap the mousse lightly in individual molds, pack in ice and salt, and let it stand four hours. Turn out on a platter, ornament with canned cherries or fresh ones, sweet almonds and garnish with sliced peaches. (670, 1818, 824, 1939)
human-paragraph: Crabshaw—That would account for all the fellows who are trying to run other people's business.—Judge. (833, 2219, 987, 2255)
poem-line: Put dat music-book away; (330, 145, 438, 157)
wit-item-text: She—Talking about women being soldiers, don't you think they could fight as a pinch? He—I am sure if there was occasion for it, they could use their tongues and make themselves felt. (995, 1899, 1091, 2002)
human-paragraph: Crawford—Most persons seem to hate the business they are in. (833, 2194, 987, 2218)
poem-line: What's de us to keep on tryin'? (330, 157, 456, 169)
list-row (323, 1621, 462, 1644)
driven-subdeck: Ice Gorges in the Des Moines River Threatens Families Living in the Lowlands at Ottumwa. (27, 1212, 147, 1257)
